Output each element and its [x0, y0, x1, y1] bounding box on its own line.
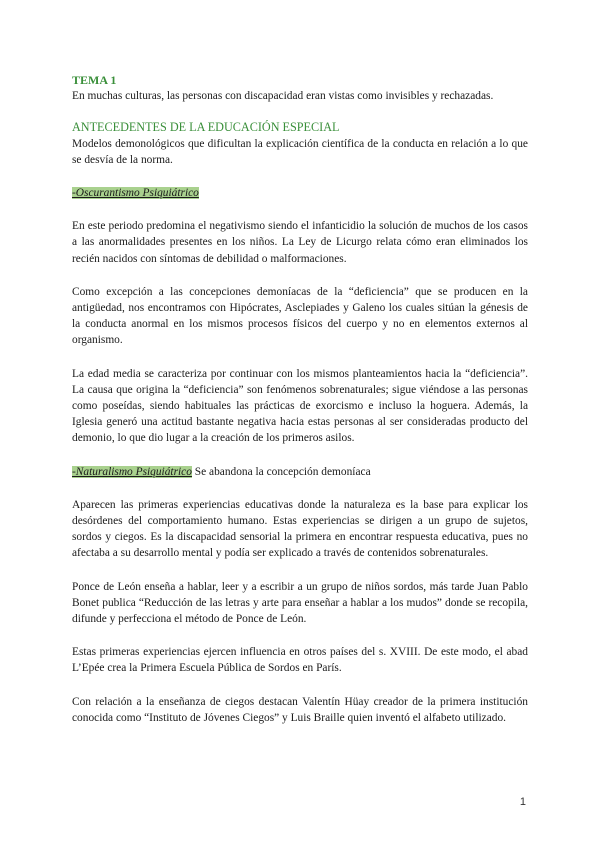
document-title: TEMA 1 [72, 73, 117, 87]
section-heading: ANTECEDENTES DE LA EDUCACIÓN ESPECIAL [72, 120, 340, 135]
paragraph: Como excepción a las concepciones demoníacas de la “deficiencia” que se producen en la antigüedad, nos encontramos con Hipócrates, Asclepiades y Galeno los cuales sitúan la génesis de la conducta anormal en los mismos procesos físicos del cuerpo y no en elementos externos al organismo. [72, 285, 528, 347]
intro-paragraph: En muchas culturas, las personas con discapacidad eran vistas como invisibles y rechazadas. [72, 90, 494, 103]
paragraph: Aparecen las primeras experiencias educativas donde la naturaleza es la base para explicar los desórdenes del comportamiento humano. Estas experiencias se dirigen a un grupo de sujetos, sordos y ciegos. Es la discapacidad sensorial la primera en encontrar respuesta educativa, pues no afectaba a su desarrollo mental y podía ser explicado a través de contenidos sobrenaturales. [72, 498, 528, 560]
paragraph: Con relación a la enseñanza de ciegos destacan Valentín Hüay creador de la primera institución conocida como “Instituto de Jóvenes Ciegos” y Luis Braille quien inventó el alfabeto utilizado. [72, 695, 528, 724]
paragraph: Ponce de León enseña a hablar, leer y a escribir a un grupo de niños sordos, más tarde Juan Pablo Bonet publica “Reducción de las letras y arte para enseñar a hablar a los mudos” donde se recopila, difunde y perfecciona el método de Ponce de León. [72, 580, 528, 626]
subsection-heading-oscurantismo [72, 185, 528, 201]
paragraph: Estas primeras experiencias ejercen influencia en otros países del s. XVIII. De este modo, el abad L’Epée crea la Primera Escuela Pública de Sordos en París. [72, 646, 528, 675]
subsection-heading-naturalismo [72, 464, 528, 480]
heading-rest: Se abandona la concepción demoníaca [191, 465, 371, 478]
highlighted-heading: -Naturalismo Psiquiátrico [72, 465, 192, 478]
highlighted-heading: -Oscurantismo Psiquiátrico [72, 187, 199, 200]
paragraph: En este periodo predomina el negativismo siendo el infanticidio la solución de muchos de los casos a las anormalidades presentes en los niños. La Ley de Licurgo relata cómo eran eliminados los recién nacidos con síntomas de debilidad o malformaciones. [72, 220, 528, 265]
page-number: 1 [519, 796, 526, 808]
document-page [72, 72, 528, 726]
section-intro-paragraph: Modelos demonológicos que dificultan la explicación científica de la conducta en relación a lo que se desvía de la norma. [72, 137, 528, 166]
paragraph: La edad media se caracteriza por continuar con los mismos planteamientos hacia la “deficiencia”. La causa que origina la “deficiencia” son fenómenos sobrenaturales; sigue viéndose a las personas como poseídas, siendo habituales las prácticas de exorcismo e incluso la hoguera. Además, la Iglesia generó una actitud bastante negativa hacia estas personas al ser consideradas producto del demonio, lo que dio lugar a la creación de los primeros asilos. [72, 367, 528, 445]
